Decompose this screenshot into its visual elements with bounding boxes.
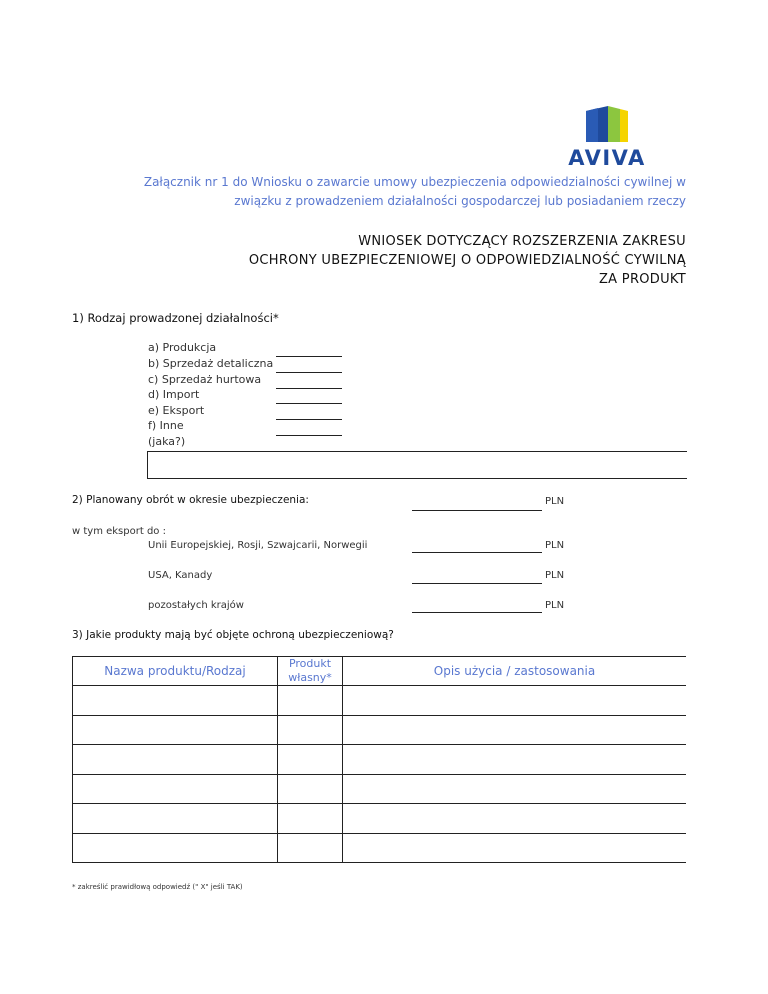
export-eu-label: Unii Europejskiej, Rosji, Szwajcarii, Norwegii — [148, 540, 368, 551]
title-line-3: ZA PRODUKT — [598, 272, 686, 287]
description-cell[interactable] — [343, 833, 687, 863]
export-other-field[interactable] — [412, 612, 542, 613]
table-row — [73, 833, 687, 863]
product-name-cell[interactable] — [73, 833, 278, 863]
import-answer-field[interactable] — [276, 403, 342, 404]
production-answer-field[interactable] — [276, 356, 342, 357]
product-name-cell[interactable] — [73, 774, 278, 804]
product-name-cell[interactable] — [73, 745, 278, 775]
option-production: a) Produkcja — [148, 341, 217, 354]
currency-label: PLN — [545, 496, 565, 507]
product-name-cell[interactable] — [73, 686, 278, 716]
export-answer-field[interactable] — [276, 419, 342, 420]
col-header-own-line1: Produkt — [288, 657, 332, 670]
title-line-1: WNIOSEK DOTYCZĄCY ROZSZERZENIA ZAKRESU — [358, 234, 686, 249]
col-header-own-line2: własny* — [288, 671, 332, 684]
product-name-cell[interactable] — [73, 715, 278, 745]
table-row — [73, 745, 687, 775]
attachment-subtitle — [126, 173, 686, 211]
description-cell[interactable] — [343, 774, 687, 804]
description-cell[interactable] — [343, 686, 687, 716]
export-usa-label: USA, Kanady — [148, 570, 213, 581]
description-cell[interactable] — [343, 745, 687, 775]
currency-label: PLN — [545, 570, 565, 581]
export-other-label: pozostałych krajów — [148, 600, 244, 611]
table-row — [73, 686, 687, 716]
own-product-cell[interactable] — [278, 804, 343, 834]
footnote: * zakreślić prawidłową odpowiedź (" X" jeśli TAK) — [72, 883, 243, 891]
option-import: d) Import — [148, 388, 200, 401]
section1-heading: 1) Rodzaj prowadzonej działalności* — [72, 311, 279, 325]
table-row — [73, 774, 687, 804]
table-row — [73, 715, 687, 745]
subtitle-line-1: Załącznik nr 1 do Wniosku o zawarcie umowy ubezpieczenia odpowiedzialności cywilnej w — [143, 175, 686, 189]
export-usa-field[interactable] — [412, 583, 542, 584]
description-cell[interactable] — [343, 804, 687, 834]
subtitle-line-2: związku z prowadzeniem działalności gospodarczej lub posiadaniem rzeczy — [234, 194, 686, 208]
title-line-2: OCHRONY UBEZPIECZENIOWEJ O ODPOWIEDZIALNOŚĆ CYWILNĄ — [248, 253, 686, 268]
export-eu-field[interactable] — [412, 552, 542, 553]
product-name-cell[interactable] — [73, 804, 278, 834]
option-other: f) Inne — [148, 419, 184, 432]
other-activity-textbox[interactable] — [147, 451, 687, 479]
wholesale-answer-field[interactable] — [276, 388, 342, 389]
description-cell[interactable] — [343, 715, 687, 745]
option-wholesale: c) Sprzedaż hurtowa — [148, 373, 262, 386]
col-header-product-name: Nazwa produktu/Rodzaj — [73, 657, 278, 686]
other-answer-field[interactable] — [276, 435, 342, 436]
page-title — [126, 232, 686, 289]
option-other-what: (jaka?) — [148, 435, 186, 448]
own-product-cell[interactable] — [278, 774, 343, 804]
table-header-row — [73, 657, 687, 686]
aviva-logo-icon — [586, 106, 628, 142]
col-header-own-product — [278, 657, 343, 686]
aviva-logo-text: AVIVA — [568, 146, 646, 170]
col-header-description: Opis użycia / zastosowania — [343, 657, 687, 686]
own-product-cell[interactable] — [278, 833, 343, 863]
currency-label: PLN — [545, 540, 565, 551]
currency-label: PLN — [545, 600, 565, 611]
export-label: w tym eksport do : — [72, 526, 166, 537]
turnover-total-field[interactable] — [412, 510, 542, 511]
table-row — [73, 804, 687, 834]
option-export: e) Eksport — [148, 404, 205, 417]
own-product-cell[interactable] — [278, 715, 343, 745]
products-table — [72, 656, 686, 863]
own-product-cell[interactable] — [278, 686, 343, 716]
section2-heading: 2) Planowany obrót w okresie ubezpieczenia: — [72, 494, 309, 506]
own-product-cell[interactable] — [278, 745, 343, 775]
option-retail: b) Sprzedaż detaliczna — [148, 357, 274, 370]
retail-answer-field[interactable] — [276, 372, 342, 373]
section3-heading: 3) Jakie produkty mają być objęte ochroną ubezpieczeniową? — [72, 629, 394, 641]
